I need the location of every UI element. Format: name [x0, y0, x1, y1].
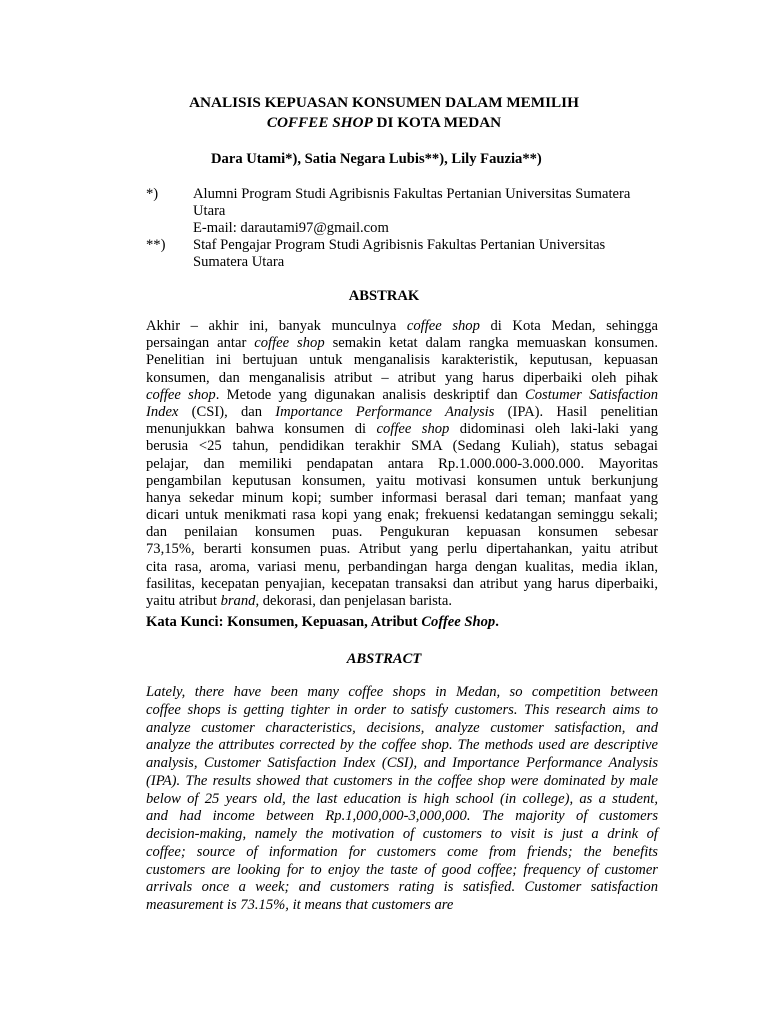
paper-title: [100, 93, 668, 133]
abstrak-line: fasilitas, kecepatan penyajian, kecepatan transaksi dan atribut yang harus diperbaiki,: [146, 575, 658, 592]
title-line-1: ANALISIS KEPUASAN KONSUMEN DALAM MEMILIH: [189, 94, 579, 111]
abstract-line: customers are looking for to enjoy the taste of good coffee; frequency of customer: [146, 861, 658, 878]
abstrak-line: 73,15%, berarti konsumen puas. Atribut yang perlu dipertahankan, yaitu atribut: [146, 541, 658, 558]
abstract-line: arrivals once a week; and customers rating is satisfied. Customer satisfaction: [146, 879, 658, 896]
abstrak-line: yaitu atribut brand, dekorasi, dan penjelasan barista.: [146, 593, 452, 609]
abstrak-line: pengambilan keputusan konsumen, yaitu motivasi konsumen untuk berkunjung: [146, 472, 658, 489]
abstrak-line: konsumen, dan menganalisis atribut – atribut yang harus diperbaiki oleh pihak: [146, 369, 658, 386]
abstrak-line: Akhir – akhir ini, banyak munculnya coffee shop di Kota Medan, sehingga: [146, 318, 658, 334]
abstrak-line: berusia <25 tahun, pendidikan terakhir SMA (Sedang Kuliah), status sebagai: [146, 438, 658, 455]
keywords-italic: Coffee Shop: [421, 614, 496, 630]
title-rest: DI KOTA MEDAN: [372, 114, 502, 131]
abstrak-line: hanya sekedar minum kopi; sumber informasi berasal dari teman; manfaat yang: [146, 489, 658, 506]
affiliation-2: [146, 237, 658, 271]
abstrak-heading: ABSTRAK: [348, 288, 420, 304]
abstract-line: analyze customer characteristics, decisions, analyze customer satisfaction, and: [146, 719, 658, 736]
affiliation-line: Sumatera Utara: [193, 254, 285, 271]
abstrak-line: Penelitian ini bertujuan untuk menganalisis karakteristik, keputusan, kepuasan: [146, 352, 658, 369]
abstract-line: coffee shops is getting tighter in order to satisfy customers. This research aims to: [146, 701, 658, 718]
abstract-line: Lately, there have been many coffee shops in Medan, so competition between: [146, 684, 658, 700]
abstrak-line: menunjukkan bahwa konsumen di coffee shop didominasi oleh laki-laki yang: [146, 421, 658, 438]
affiliation-1: [146, 186, 658, 238]
abstract-line: analysis, Customer Satisfaction Index (CSI), and Importance Performance Analysis: [146, 755, 658, 771]
affiliation-line: Utara: [193, 203, 226, 220]
title-line-2: [100, 113, 668, 133]
abstract-line: and had income between Rp.1,000,000-3,000,000. The majority of customers: [146, 808, 658, 825]
abstrak-line: dan penilaian konsumen puas. Pengukuran kepuasan konsumen sebesar: [146, 524, 658, 541]
affiliation-mark: *): [146, 186, 159, 202]
keywords-end: .: [495, 614, 499, 630]
abstrak-line: dicari untuk menikmati rasa kopi yang enak; frekuensi kedatangan seminggu sekali;: [146, 507, 658, 524]
author-list: Dara Utami*), Satia Negara Lubis**), Lily Fauzia**): [211, 151, 542, 167]
affiliation-line: Alumni Program Studi Agribisnis Fakultas Pertanian Universitas Sumatera: [193, 186, 631, 202]
abstract-heading: ABSTRACT: [346, 651, 422, 667]
keywords-label: Kata Kunci: Konsumen, Kepuasan, Atribut: [146, 614, 422, 630]
abstrak-paragraph: [146, 318, 658, 610]
abstrak-line: pelajar, dan memiliki pendapatan antara Rp.1.000.000-3.000.000. Mayoritas: [146, 455, 658, 472]
affiliation-mark: **): [146, 237, 166, 253]
email-line: E-mail: darautami97@gmail.com: [193, 220, 389, 237]
abstract-line: analyze the attributes corrected by the coffee shop. The methods used are descriptive: [146, 737, 658, 754]
abstract-line: decision-making, namely the motivation of customers to visit is just a drink of: [146, 826, 658, 842]
abstrak-line: cita rasa, aroma, variasi menu, perbandingan harga dengan kualitas, media iklan,: [146, 558, 658, 575]
abstrak-line: persaingan antar coffee shop semakin ketat dalam rangka memuaskan konsumen.: [146, 335, 658, 352]
abstrak-line: coffee shop. Metode yang digunakan analisis deskriptif dan Costumer Satisfaction: [146, 386, 658, 403]
abstract-line: below of 25 years old, the last education is high school (in college), as a student,: [146, 790, 658, 807]
keywords: [146, 614, 499, 631]
abstract-line: (IPA). The results showed that customers in the coffee shop were dominated by male: [146, 772, 658, 789]
abstract-line: measurement is 73.15%, it means that customers are: [146, 897, 454, 913]
abstract-line: coffee; source of information for customers come from friends; the benefits: [146, 843, 658, 860]
affiliation-line: Staf Pengajar Program Studi Agribisnis Fakultas Pertanian Universitas: [193, 237, 606, 253]
title-italic: COFFEE SHOP: [266, 114, 373, 131]
abstract-paragraph: [146, 684, 658, 915]
abstrak-line: Index (CSI), dan Importance Performance Analysis (IPA). Hasil penelitian: [146, 403, 658, 420]
